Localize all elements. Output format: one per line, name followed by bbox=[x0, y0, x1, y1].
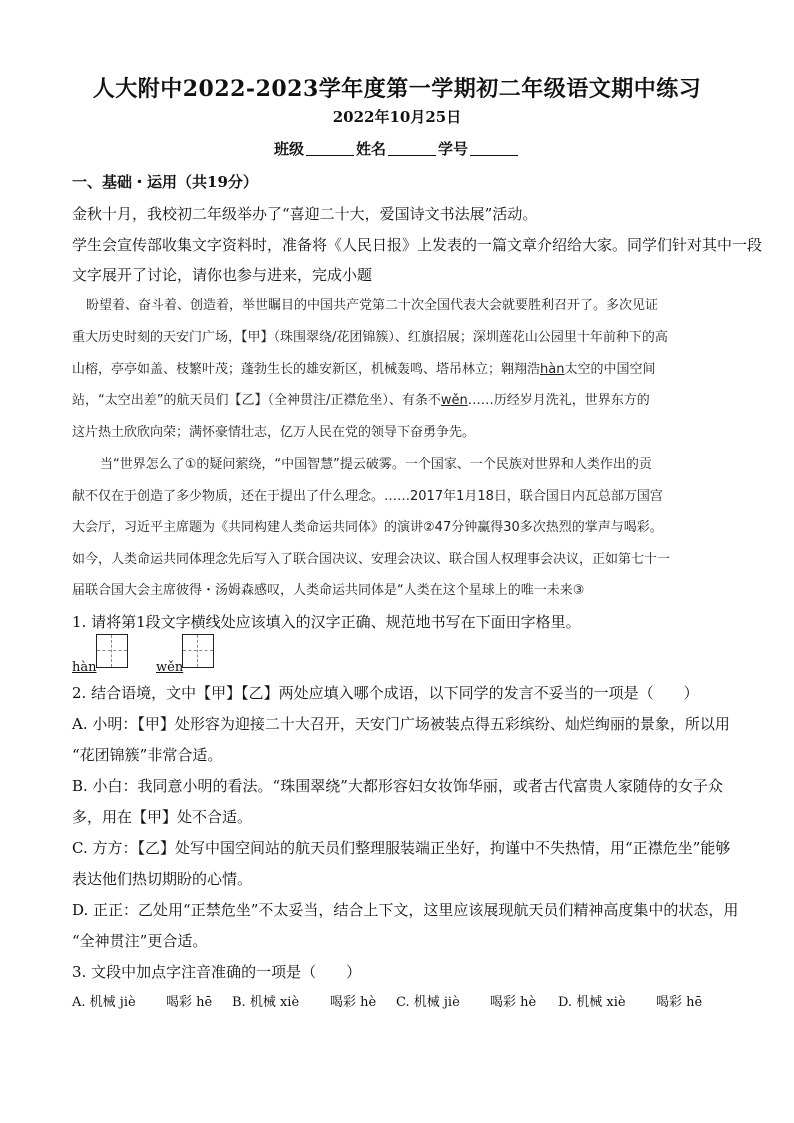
name-label: 姓名 bbox=[355, 140, 386, 158]
id-label: 学号 bbox=[438, 140, 469, 158]
q2-option-c-line1: C. 方方：【乙】处写中国空间站的航天员们整理服装端正坐好，拘谨中不失热情，用“正襟危坐”能够 bbox=[72, 839, 731, 857]
pinyin-blank-wen: wěn bbox=[440, 393, 468, 408]
tianzige-box-1[interactable] bbox=[96, 634, 128, 668]
q3-option-c[interactable]: C. 机械 jiè bbox=[396, 995, 460, 1010]
student-info-line bbox=[0, 138, 794, 159]
q3-option-d[interactable]: D. 机械 xiè bbox=[558, 995, 626, 1010]
pinyin-blank-han: hàn bbox=[540, 362, 565, 377]
passage-p1-line3: 山榕，亭亭如盖、枝繁叶茂；蓬勃生长的雄安新区，机械轰鸣、塔吊林立；翱翔浩hàn太空的中国空间 bbox=[72, 362, 656, 377]
q3-option-b-hecai: 喝彩 hè bbox=[330, 995, 377, 1010]
q2-option-c-line2: 表达他们热切期盼的心情。 bbox=[72, 870, 253, 888]
exam-title: 人大附中2022-2023学年度第一学期初二年级语文期中练习 bbox=[92, 76, 702, 102]
section-heading: 一、基础・运用（共19分） bbox=[72, 173, 258, 191]
passage-p2-line3: 大会厅，习近平主席题为《共同构建人类命运共同体》的演讲②47分钟赢得30多次热烈的掌声与喝彩。 bbox=[72, 520, 663, 535]
blank-mark-2: ② bbox=[423, 520, 435, 535]
class-label: 班级 bbox=[273, 140, 304, 158]
blank-mark-1: ① bbox=[184, 457, 197, 472]
q2-option-d-line1: D. 正正：乙处用“正禁危坐”不太妥当，结合上下文，这里应该展现航天员们精神高度集中的状态，用 bbox=[72, 901, 739, 919]
q2-option-a-line2: “花团锦簇”非常合适。 bbox=[72, 746, 223, 764]
q2-option-b-line2: 多，用在【甲】处不合适。 bbox=[72, 808, 253, 826]
exam-date: 2022年10月25日 bbox=[332, 108, 462, 126]
question-3: 3. 文段中加点字注音准确的一项是（ ） bbox=[72, 963, 362, 981]
intro-line-2: 学生会宣传部收集文字资料时，准备将《人民日报》上发表的一篇文章介绍给大家。同学们针对其中一段 bbox=[72, 236, 763, 254]
tianzige-box-2[interactable] bbox=[182, 634, 214, 668]
question-2: 2. 结合语境，文中【甲】【乙】两处应填入哪个成语，以下同学的发言不妥当的一项是（ ） bbox=[72, 684, 699, 702]
q2-option-b-line1: B. 小白：我同意小明的看法。“珠围翠绕”大都形容妇女妆饰华丽，或者古代富贵人家随侍的女子众 bbox=[72, 777, 723, 795]
blank-mark-3: ③ bbox=[572, 583, 585, 598]
class-blank[interactable] bbox=[306, 141, 354, 156]
intro-line-3: 文字展开了讨论，请你也参与进来，完成小题 bbox=[72, 266, 373, 284]
q3-option-a[interactable]: A. 机械 jiè bbox=[72, 995, 136, 1010]
q1-pinyin-1: hàn bbox=[72, 660, 97, 675]
passage-p2-line4: 如今，人类命运共同体理念先后写入了联合国决议、安理会决议、联合国人权理事会决议，正如第七十一 bbox=[72, 552, 671, 567]
name-blank[interactable] bbox=[388, 141, 436, 156]
intro-line-1: 金秋十月，我校初二年级举办了“喜迎二十大，爱国诗文书法展”活动。 bbox=[72, 205, 538, 223]
q3-option-c-hecai: 喝彩 hè bbox=[490, 995, 537, 1010]
q3-option-d-hecai: 喝彩 hē bbox=[656, 995, 703, 1010]
passage-p2-line5: 届联合国大会主席彼得・汤姆森感叹，人类命运共同体是“人类在这个星球上的唯一未来③ bbox=[72, 583, 585, 598]
q2-option-d-line2: “全神贯注”更合适。 bbox=[72, 932, 208, 950]
q3-option-a-hecai: 喝彩 hē bbox=[166, 995, 213, 1010]
q2-option-a-line1: A. 小明：【甲】处形容为迎接二十大召开，天安门广场被装点得五彩缤纷、灿烂绚丽的景象，所以用 bbox=[72, 715, 730, 733]
id-blank[interactable] bbox=[470, 141, 518, 156]
passage-p1-line1: 盼望着、奋斗着、创造着，举世瞩目的中国共产党第二十次全国代表大会就要胜利召开了。多次见证 bbox=[86, 298, 659, 313]
q1-pinyin-2: wěn bbox=[156, 660, 184, 675]
passage-p1-line5: 这片热土欣欣向荣；满怀豪情壮志，亿万人民在党的领导下奋勇争先。 bbox=[72, 425, 476, 440]
passage-p1-line4: 站，“太空出差”的航天员们【乙】（全神贯注/正襟危坐）、有条不wěn……历经岁月洗礼，世界东方的 bbox=[72, 393, 650, 408]
question-1: 1. 请将第1段文字横线处应该填入的汉字正确、规范地书写在下面田字格里。 bbox=[72, 613, 581, 631]
passage-p1-line2: 重大历史时刻的天安门广场，【甲】（珠围翠绕/花团锦簇）、红旗招展；深圳莲花山公园里十年前种下的高 bbox=[72, 330, 668, 345]
passage-p2-line1: 当“世界怎么了①的疑问萦绕，“中国智慧”提云破雾。一个国家、一个民族对世界和人类作出的贡 bbox=[100, 457, 652, 472]
passage-p2-line2: 献不仅在于创造了多少物质，还在于提出了什么理念。……2017年1月18日，联合国日内瓦总部万国宫 bbox=[72, 489, 663, 504]
q3-option-b[interactable]: B. 机械 xiè bbox=[232, 995, 300, 1010]
